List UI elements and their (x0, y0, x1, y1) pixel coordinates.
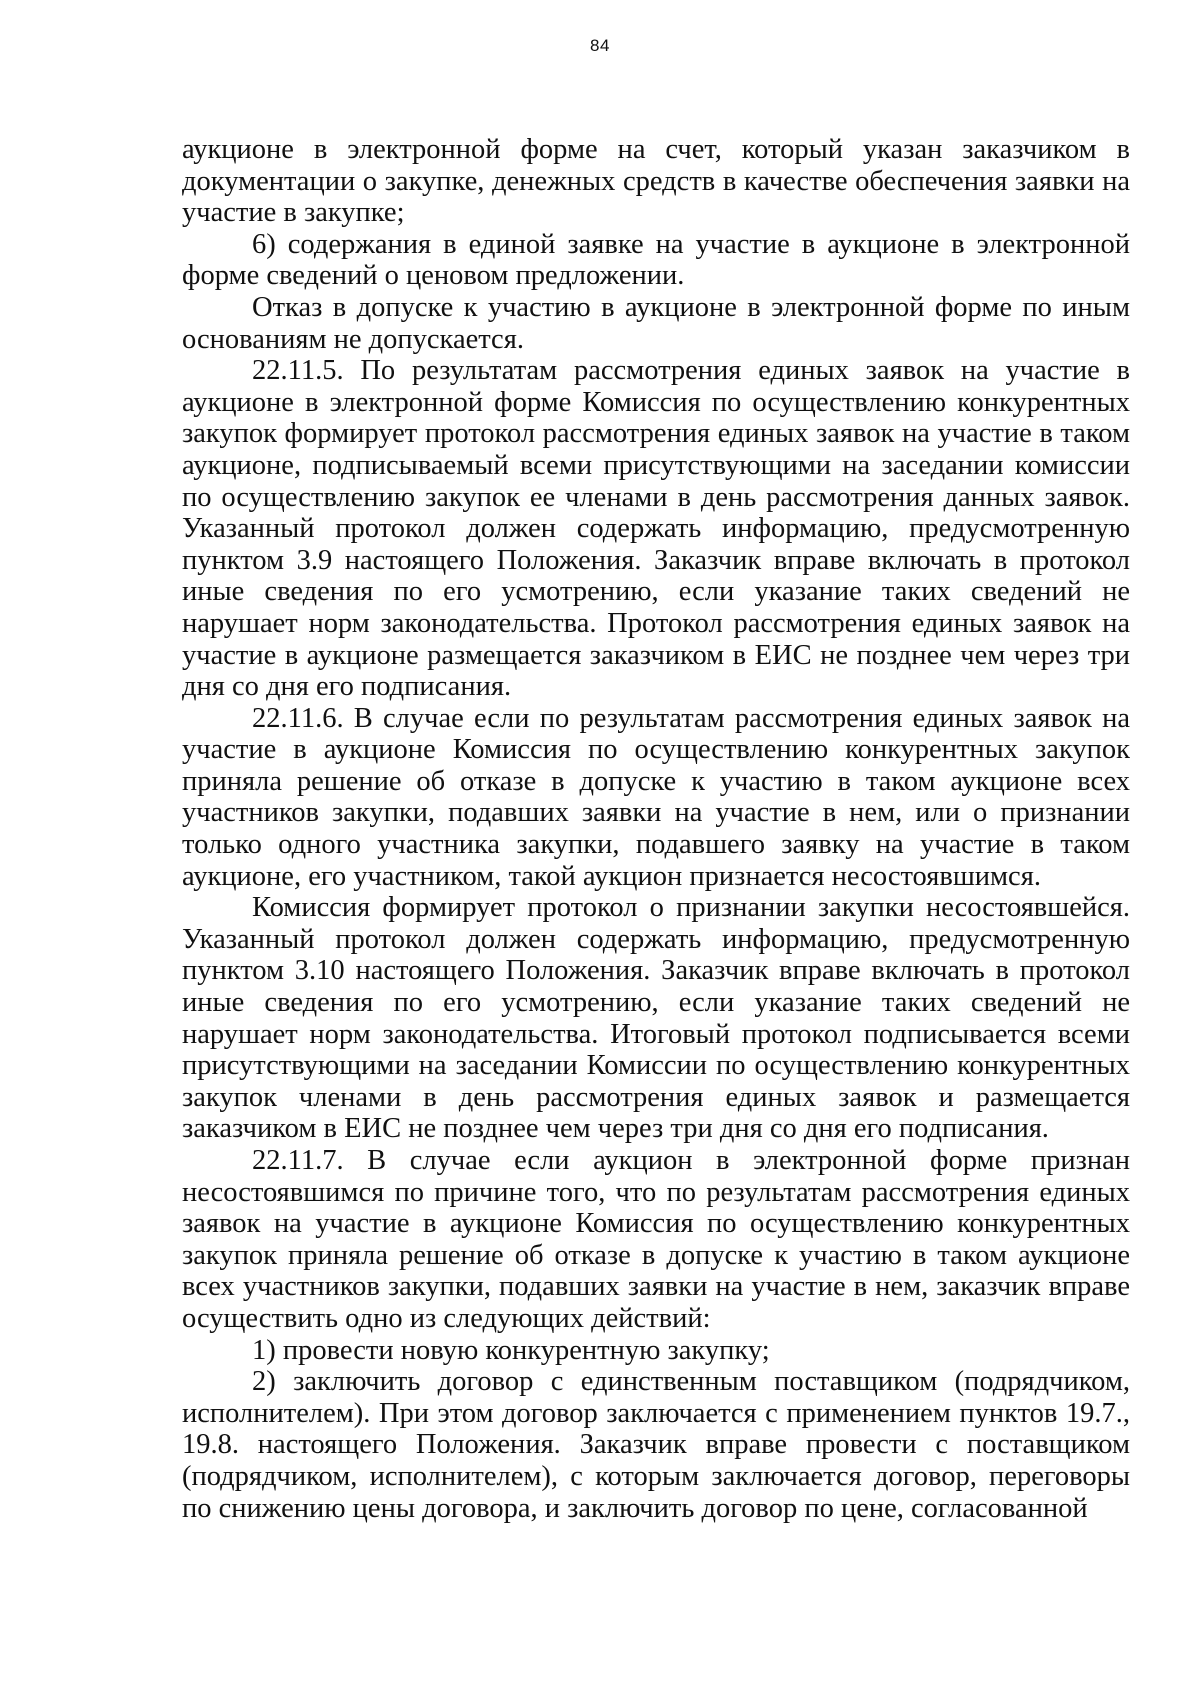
paragraph-option-2: 2) заключить договор с единственным поставщиком (подрядчиком, исполнителем). При этом договор заключается с применением пунктов 19.7., 19.8. настоящего Положения. Заказчик вправе провести с поставщиком (подрядчиком, исполнителем), с которым заключается договор, переговоры по снижению цены договора, и заключить договор по цене, согласованной (182, 1366, 1130, 1524)
page-number: 84 (590, 36, 610, 55)
paragraph-option-1: 1) провести новую конкурентную закупку; (252, 1334, 770, 1366)
paragraph-item-6: 6) содержания в единой заявке на участие в аукционе в электронной форме сведений о ценовом предложении. (182, 228, 1130, 292)
paragraph-22-11-6: 22.11.6. В случае если по результатам рассмотрения единых заявок на участие в аукционе Комиссия по осуществлению конкурентных закупок приняла решение об отказе в допуске к участию в таком аукционе всех участников закупки, подавших заявки на участие в нем, или о признании только одного участника закупки, подавшего заявку на участие в таком аукционе, его участником, такой аукцион признается несостоявшимся. (182, 702, 1130, 892)
paragraph-commission-protocol: Комиссия формирует протокол о признании закупки несостоявшейся. Указанный протокол должен содержать информацию, предусмотренную пунктом 3.10 настоящего Положения. Заказчик вправе включать в протокол иные сведения по его усмотрению, если указание таких сведений не нарушает норм законодательства. Итоговый протокол подписывается всеми присутствующими на заседании Комиссии по осуществлению конкурентных закупок членами в день рассмотрения единых заявок и размещается заказчиком в ЕИС не позднее чем через три дня со дня его подписания. (182, 892, 1130, 1145)
paragraph-continuation: аукционе в электронной форме на счет, который указан заказчиком в документации о закупке, денежных средств в качестве обеспечения заявки на участие в закупке; (182, 134, 1130, 229)
document-body (182, 134, 1130, 1524)
paragraph-refusal-note: Отказ в допуске к участию в аукционе в электронной форме по иным основаниям не допускается. (182, 291, 1130, 355)
paragraph-22-11-7: 22.11.7. В случае если аукцион в электронной форме признан несостоявшимся по причине того, что по результатам рассмотрения единых заявок на участие в аукционе Комиссия по осуществлению конкурентных закупок приняла решение об отказе в допуске к участию в таком аукционе всех участников закупки, подавших заявки на участие в нем, заказчик вправе осуществить одно из следующих действий: (182, 1145, 1130, 1334)
paragraph-22-11-5: 22.11.5. По результатам рассмотрения единых заявок на участие в аукционе в электронной форме Комиссия по осуществлению конкурентных закупок формирует протокол рассмотрения единых заявок на участие в таком аукционе, подписываемый всеми присутствующими на заседании комиссии по осуществлению закупок ее членами в день рассмотрения данных заявок. Указанный протокол должен содержать информацию, предусмотренную пунктом 3.9 настоящего Положения. Заказчик вправе включать в протокол иные сведения по его усмотрению, если указание таких сведений не нарушает норм законодательства. Протокол рассмотрения единых заявок на участие в аукционе размещается заказчиком в ЕИС не позднее чем через три дня со дня его подписания. (182, 355, 1130, 703)
